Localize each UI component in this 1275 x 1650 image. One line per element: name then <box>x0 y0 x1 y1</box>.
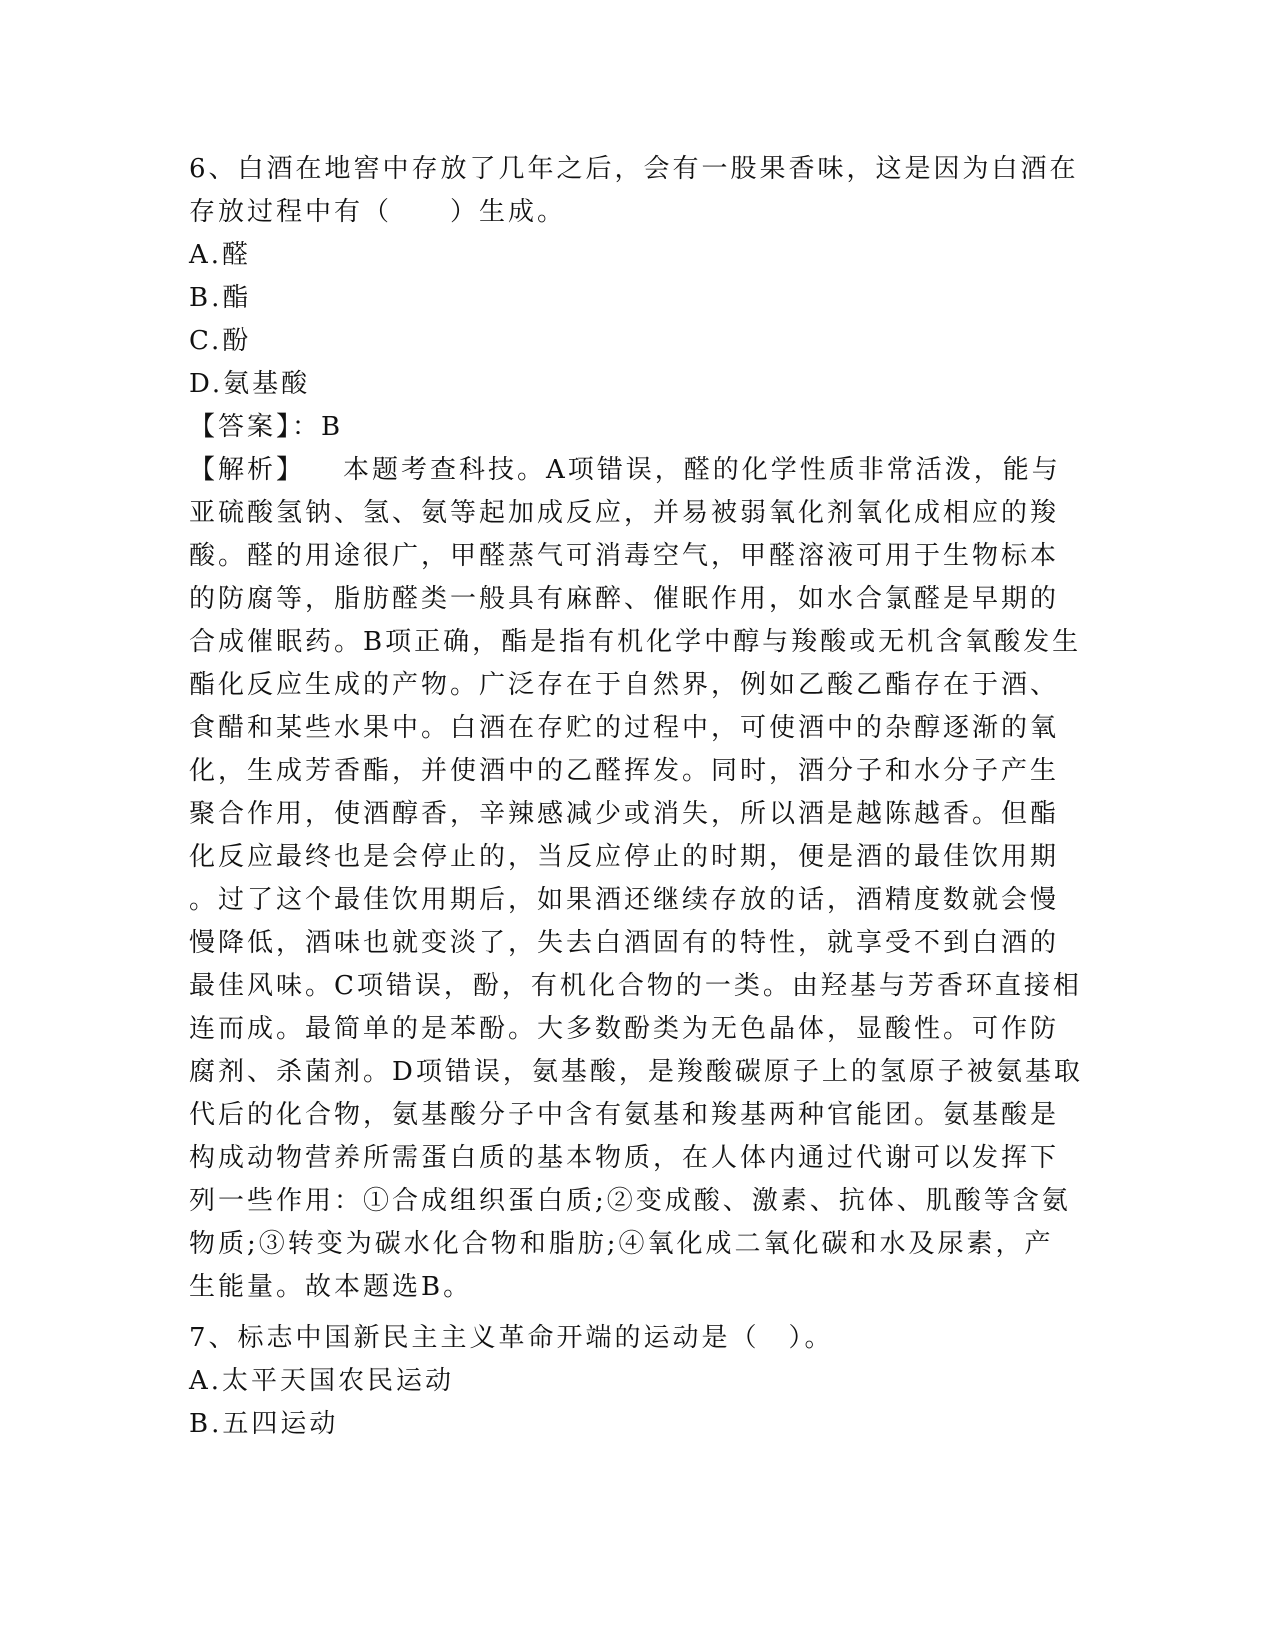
question-6 <box>189 148 1089 1309</box>
option-c: C.酚 <box>189 326 252 356</box>
analysis-line: 食醋和某些水果中。白酒在存贮的过程中，可使酒中的杂醇逐渐的氧 <box>189 713 1060 743</box>
question-spacer <box>189 1309 1089 1317</box>
analysis-line: 列一些作用：①合成组织蛋白质;②变成酸、激素、抗体、肌酸等含氨 <box>189 1186 1071 1216</box>
answer-line: 【答案】：B <box>189 412 344 442</box>
analysis-line: 。过了这个最佳饮用期后，如果酒还继续存放的话，酒精度数就会慢 <box>189 885 1060 915</box>
analysis-line: 酸。醛的用途很广，甲醛蒸气可消毒空气，甲醛溶液可用于生物标本 <box>189 541 1060 571</box>
analysis-line: 物质;③转变为碳水化合物和脂肪;④氧化成二氧化碳和水及尿素，产 <box>189 1229 1054 1259</box>
analysis-line: 腐剂、杀菌剂。D项错误，氨基酸，是羧酸碳原子上的氢原子被氨基取 <box>189 1057 1083 1087</box>
analysis-first-line <box>189 449 1089 492</box>
question-7 <box>189 1317 1089 1446</box>
analysis-line: 合成催眠药。B项正确，酯是指有机化学中醇与羧酸或无机含氧酸发生 <box>189 627 1082 657</box>
question-stem-line: 7、标志中国新民主主义革命开端的运动是（ ）。 <box>189 1323 834 1353</box>
question-stem-line: 6、白酒在地窖中存放了几年之后，会有一股果香味，这是因为白酒在 <box>189 154 1079 184</box>
analysis-line: 的防腐等，脂肪醛类一般具有麻醉、催眠作用，如水合氯醛是早期的 <box>189 584 1060 614</box>
analysis-text: 本题考查科技。A项错误，醛的化学性质非常活泼，能与 <box>343 455 1061 485</box>
analysis-line: 最佳风味。C项错误，酚，有机化合物的一类。由羟基与芳香环直接相 <box>189 971 1082 1001</box>
analysis-line: 代后的化合物，氨基酸分子中含有氨基和羧基两种官能团。氨基酸是 <box>189 1100 1060 1130</box>
analysis-line: 酯化反应生成的产物。广泛存在于自然界，例如乙酸乙酯存在于酒、 <box>189 670 1060 700</box>
option-d: D.氨基酸 <box>189 369 311 399</box>
analysis-line: 化反应最终也是会停止的，当反应停止的时期，便是酒的最佳饮用期 <box>189 842 1060 872</box>
question-stem-line: 存放过程中有（ ）生成。 <box>189 197 567 227</box>
analysis-label: 【解析】 <box>189 455 306 485</box>
analysis-line: 生能量。故本题选B。 <box>189 1272 473 1302</box>
option-a: A.太平天国农民运动 <box>189 1366 455 1396</box>
analysis-line: 化，生成芳香酯，并使酒中的乙醛挥发。同时，酒分子和水分子产生 <box>189 756 1060 786</box>
option-a: A.醛 <box>189 240 252 270</box>
document-page <box>189 148 1089 1446</box>
option-b: B.五四运动 <box>189 1409 339 1439</box>
option-b: B.酯 <box>189 283 252 313</box>
analysis-line: 构成动物营养所需蛋白质的基本物质，在人体内通过代谢可以发挥下 <box>189 1143 1060 1173</box>
analysis-line: 聚合作用，使酒醇香，辛辣感减少或消失，所以酒是越陈越香。但酯 <box>189 799 1060 829</box>
analysis-line: 慢降低，酒味也就变淡了，失去白酒固有的特性，就享受不到白酒的 <box>189 928 1060 958</box>
analysis-line: 连而成。最简单的是苯酚。大多数酚类为无色晶体，显酸性。可作防 <box>189 1014 1060 1044</box>
analysis-line: 亚硫酸氢钠、氢、氨等起加成反应，并易被弱氧化剂氧化成相应的羧 <box>189 498 1060 528</box>
